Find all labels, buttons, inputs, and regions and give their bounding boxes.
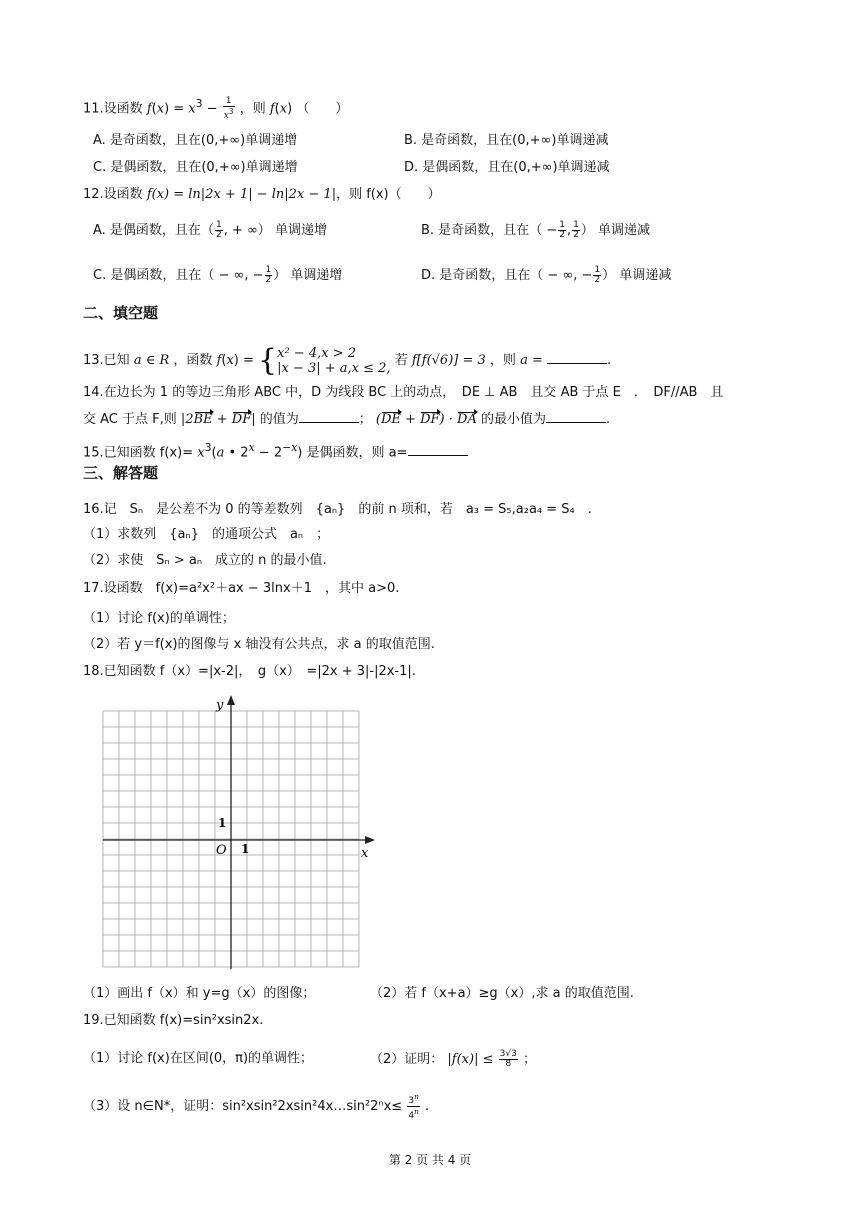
q19-part1: （1）讨论 f(x)在区间(0，π)的单调性； <box>83 1051 314 1066</box>
y-axis-arrow <box>227 695 235 705</box>
q12-option-c: C. 是偶函数，且在（ − ∞, − $\frac{1}{2}$ ） 单调递增 <box>93 265 343 285</box>
q19-stem: 19.已知函数 f(x)=sin²xsin2x. <box>83 1013 264 1028</box>
q12-option-b: B. 是奇函数，且在（ − $\frac{1}{2}$ , $\frac{1}{2}$ ） 单调递减 <box>421 220 650 240</box>
page-footer: 第 2 页 共 4 页 <box>388 1153 472 1167</box>
q12-stem: 12.设函数 f(x) = ln|2x + 1| − ln|2x − 1|，则 f(x)（ ） <box>83 187 441 202</box>
q14-line1: 14.在边长为 1 的等边三角形 ABC 中，D 为线段 BC 上的动点， DE ⊥ AB 且交 AB 于点 E ． DF//AB 且 <box>83 385 724 400</box>
q17-part1: （1）讨论 f(x)的单调性； <box>83 611 235 626</box>
section-title-fill-in: 二、填空题 <box>83 304 159 322</box>
unit-y-label: 1 <box>218 816 227 830</box>
q15-stem: 15.已知函数 $f(x)= x^3(a$ • $2^x - 2^{-x}$) 是偶函数，则 a= <box>83 439 468 462</box>
q19-part3: （3）设 n∈N*，证明：sin²xsin²2xsin²4x…sin²2ⁿx≤ $\frac{3^n}{4^n}$ . <box>83 1092 430 1121</box>
q16-stem: 16.记 Sₙ 是公差不为 0 的等差数列 {aₙ} 的前 n 项和，若 a₃ = S₅,a₂a₄ = S₄ . <box>83 502 592 517</box>
q12-option-a: A. 是偶函数，且在（ $\frac{1}{2}$ , + ∞） 单调递增 <box>93 220 327 240</box>
unit-x-label: 1 <box>241 842 250 856</box>
q11-option-b: B. 是奇函数，且在(0,+∞)单调递减 <box>404 133 609 148</box>
q11-stem: 11.设函数 $f(x) = x^3$ − $\frac{1}{x^3}$ ，则 f(x) （ ） <box>83 95 349 121</box>
q18-part2: （2）若 f（x+a）≥g（x）,求 a 的取值范围. <box>370 986 634 1001</box>
origin-label: O <box>216 843 227 858</box>
q11-option-c: C. 是偶函数，且在(0,+∞)单调递增 <box>93 160 298 175</box>
q13-stem: 13.已知 a ∈ R ，函数 f(x) = { x² − 4,x > 2 |x − 3| + a,x ≤ 2, 若 f[f(√6)] = 3 ，则 a = . <box>83 342 612 378</box>
q18-part1: （1）画出 f（x）和 y=g（x）的图像； <box>83 986 316 1001</box>
q16-part2: （2）求使 Sₙ > aₙ 成立的 n 的最小值. <box>83 553 327 568</box>
q17-stem: 17.设函数 f(x)=a²x²＋ax − 3lnx＋1 ，其中 a>0. <box>83 581 400 596</box>
q11-option-a: A. 是奇函数，且在(0,+∞)单调递增 <box>93 133 298 148</box>
q14-line2: 交 AC 于点 F,则 |2BE + DF| 的值为 ； (DE + DF) · DA 的最小值为 . <box>83 412 611 427</box>
coordinate-grid <box>95 695 385 975</box>
q18-stem: 18.已知函数 f（x）=|x-2|， g（x） =|2x + 3|-|2x-1|. <box>83 664 416 679</box>
q11-option-d: D. 是偶函数，且在(0,+∞)单调递减 <box>404 160 610 175</box>
q17-part2: （2）若 y＝f(x)的图像与 x 轴没有公共点，求 a 的取值范围. <box>83 637 435 652</box>
section-title-answer: 三、解答题 <box>83 464 159 482</box>
q12-option-d: D. 是奇函数，且在（ − ∞, − $\frac{1}{2}$ ） 单调递减 <box>421 265 672 285</box>
q16-part1: （1）求数列 {aₙ} 的通项公式 aₙ ； <box>83 527 330 542</box>
x-axis-arrow <box>365 836 375 844</box>
y-axis-label: y <box>216 698 224 713</box>
x-axis-label: x <box>361 846 369 861</box>
q19-part2: （2）证明： |f(x)| ≤ $\frac{3√3}{8}$ ； <box>370 1049 536 1069</box>
